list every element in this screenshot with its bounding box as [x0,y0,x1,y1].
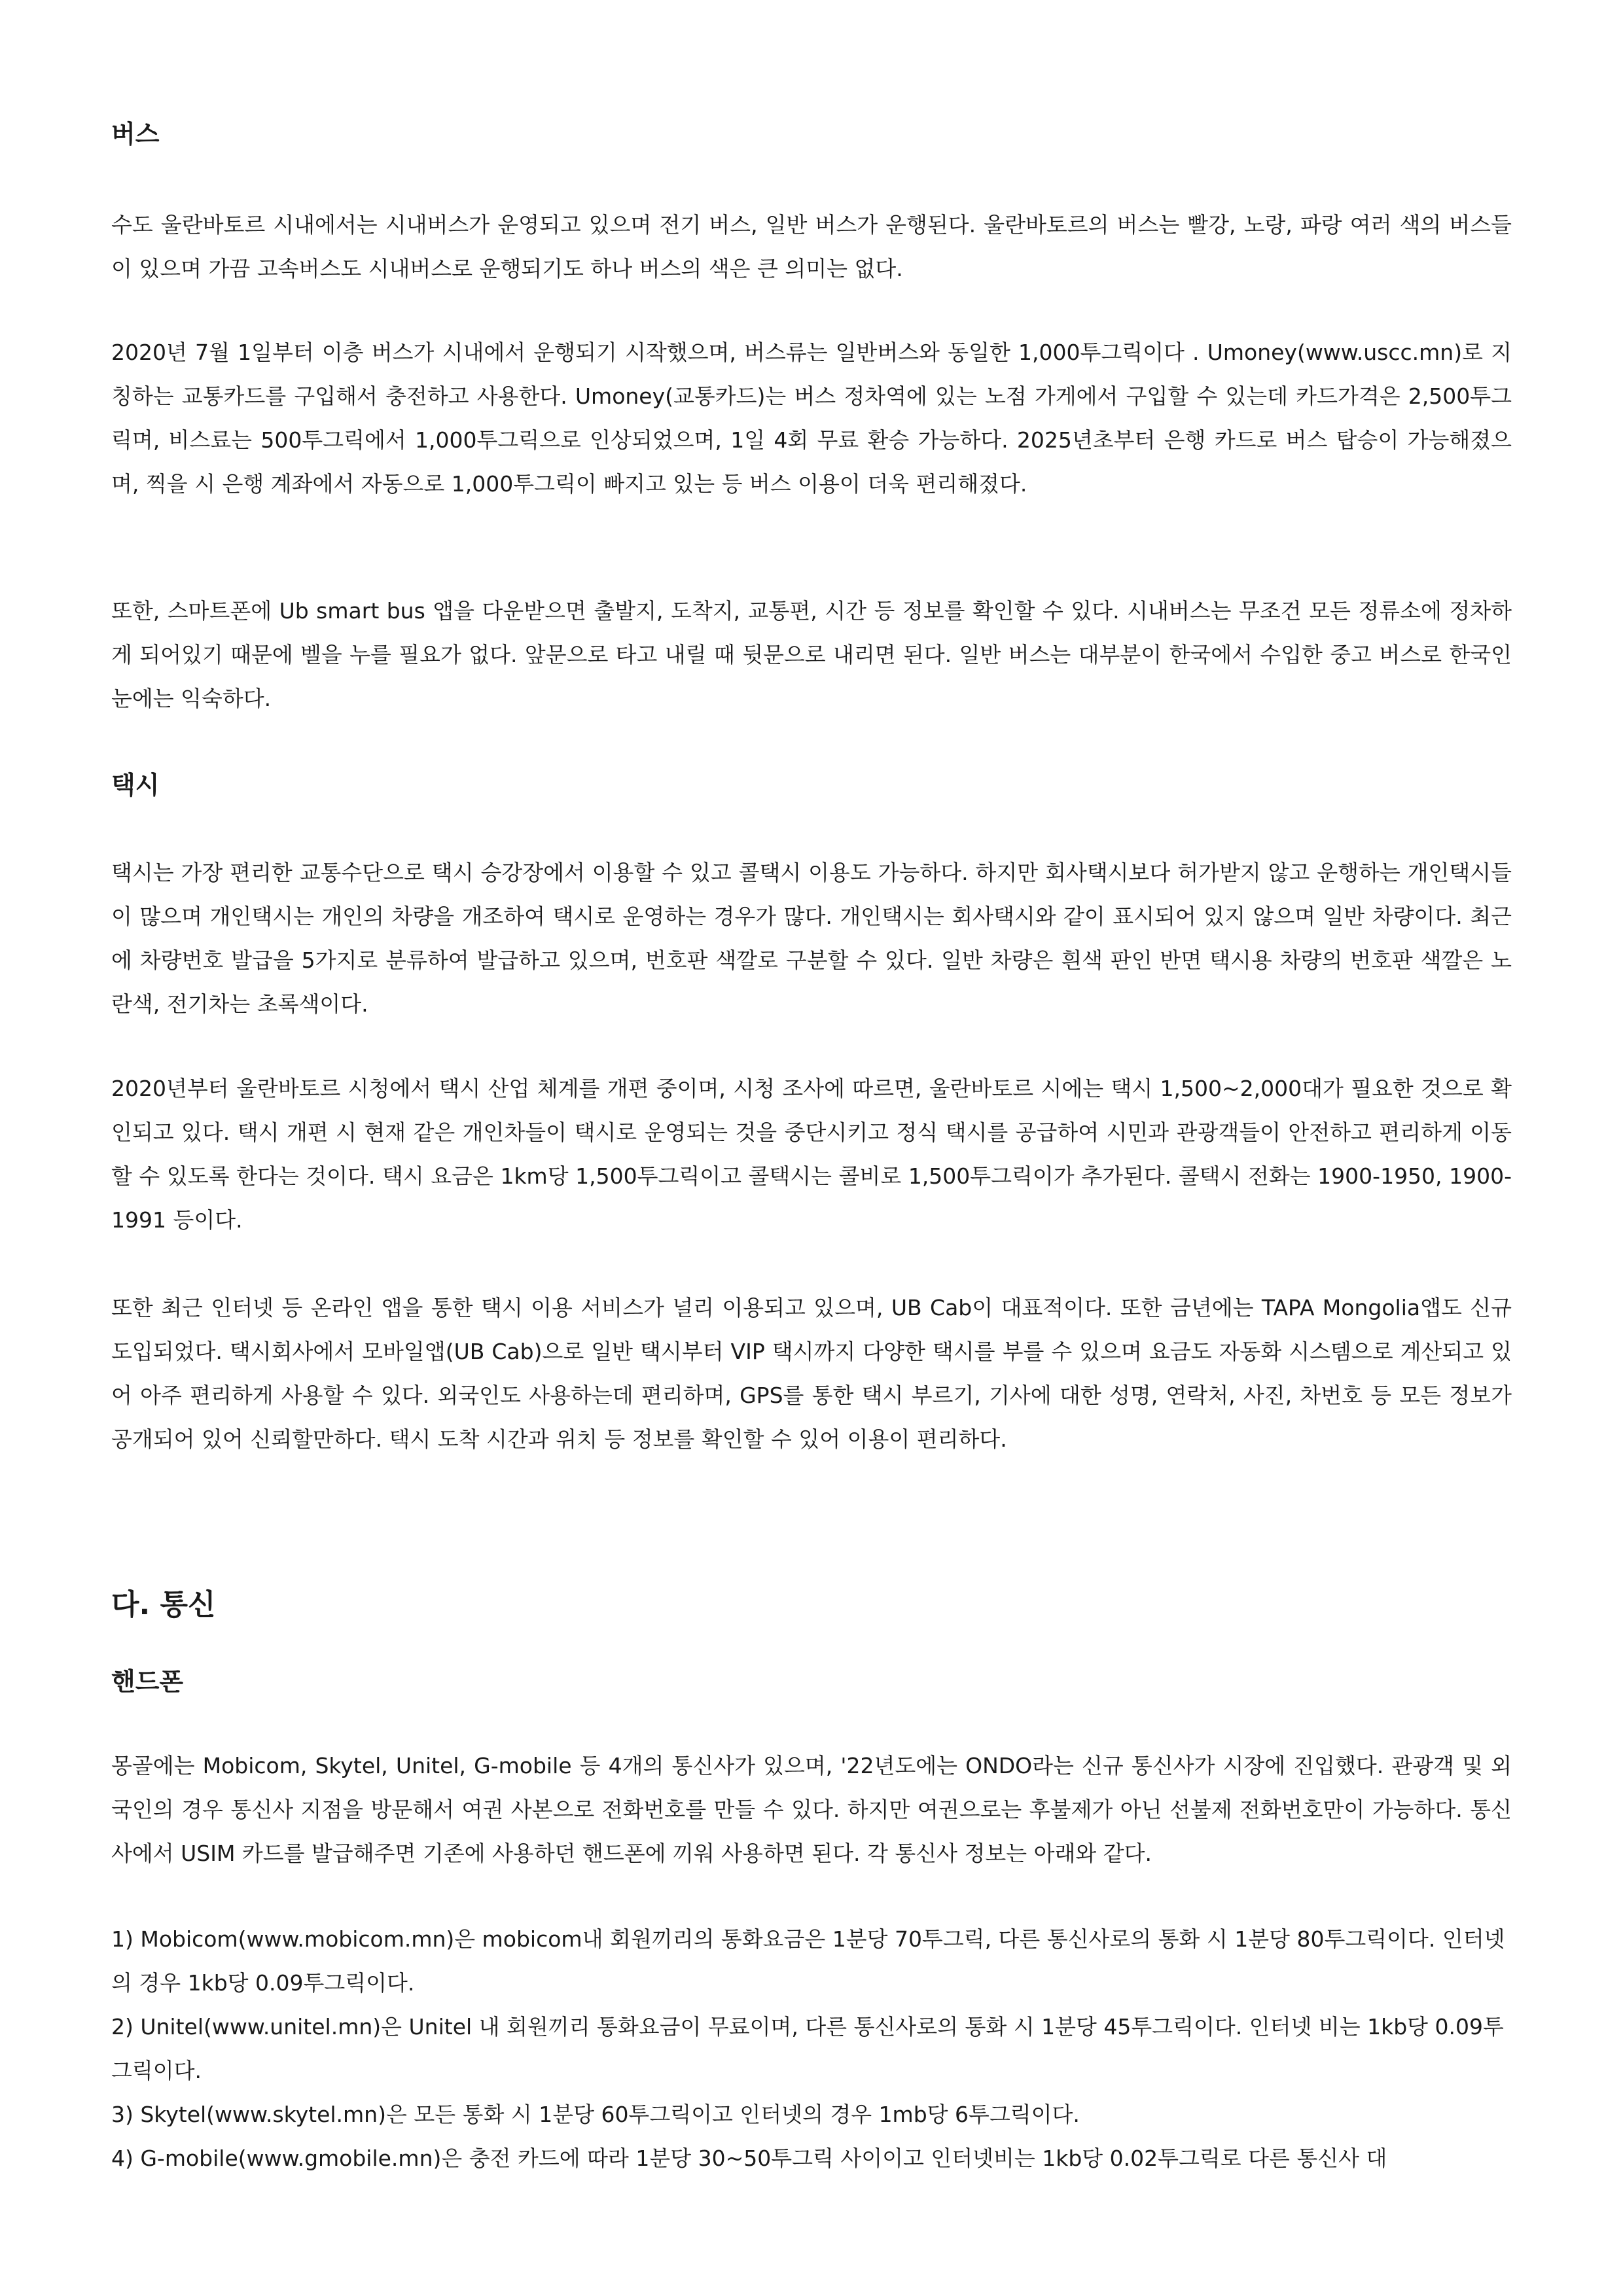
paragraph: 택시는 가장 편리한 교통수단으로 택시 승강장에서 이용할 수 있고 콜택시 이용도 가능하다. 하지만 회사택시보다 허가받지 않고 운행하는 개인택시들이 많으며 개인택시는 개인의 차량을 개조하여 택시로 운영하는 경우가 많다. 개인택시는 회사택시와 같이 표시되어 있지 않으며 일반 차량이다. 최근에 차량번호 발급을 5가지로 분류하여 발급하고 있으며, 번호판 색깔로 구분할 수 있다. 일반 차량은 흰색 판인 반면 택시용 차량의 번호판 색깔은 노란색, 전기차는 초록색이다. [111,860,1512,1017]
taxi-paragraph-3 [111,1286,1512,1461]
bus-paragraph-3 [111,589,1512,720]
list-item: 3) Skytel(www.skytel.mn)은 모든 통화 시 1분당 60투그릭이고 인터넷의 경우 1mb당 6투그릭이다. [111,2102,1080,2127]
paragraph: 또한 최근 인터넷 등 온라인 앱을 통한 택시 이용 서비스가 널리 이용되고 있으며, UB Cab이 대표적이다. 또한 금년에는 TAPA Mongolia앱도 신규 도입되었다. 택시회사에서 모바일앱(UB Cab)으로 일반 택시부터 VIP 택시까지 다양한 택시를 부를 수 있으며 요금도 자동화 시스템으로 계산되고 있어 아주 편리하게 사용할 수 있다. 외국인도 사용하는데 편리하며, GPS를 통한 택시 부르기, 기사에 대한 성명, 연락처, 사진, 차번호 등 모든 정보가 공개되어 있어 신뢰할만하다. 택시 도착 시간과 위치 등 정보를 확인할 수 있어 이용이 편리하다. [111,1295,1512,1452]
heading-telecom: 다. 통신 [111,1588,216,1621]
heading-taxi: 택시 [111,771,160,800]
bus-paragraph-2 [111,330,1512,506]
paragraph: 2020년부터 울란바토르 시청에서 택시 산업 체계를 개편 중이며, 시청 조사에 따르면, 울란바토르 시에는 택시 1,500~2,000대가 필요한 것으로 확인되고 있다. 택시 개편 시 현재 같은 개인차들이 택시로 운영되는 것을 중단시키고 정식 택시를 공급하여 시민과 관광객들이 안전하고 편리하게 이동할 수 있도록 한다는 것이다. 택시 요금은 1km당 1,500투그릭이고 콜택시는 콜비로 1,500투그릭이가 추가된다. 콜택시 전화는 1900-1950, 1900-1991 등이다. [111,1076,1512,1233]
taxi-paragraph-1 [111,851,1512,1026]
bus-paragraph-1 [111,203,1512,291]
paragraph: 몽골에는 Mobicom, Skytel, Unitel, G-mobile 등 4개의 통신사가 있으며, '22년도에는 ONDO라는 신규 통신사가 시장에 진입했다. 관광객 및 외국인의 경우 통신사 지점을 방문해서 여권 사본으로 전화번호를 만들 수 있다. 하지만 여권으로는 후불제가 아닌 선불제 전화번호만이 가능하다. 통신사에서 USIM 카드를 발급해주면 기존에 사용하던 핸드폰에 끼워 사용하면 된다. 각 통신사 정보는 아래와 같다. [111,1753,1512,1866]
list-item: 4) G-mobile(www.gmobile.mn)은 충전 카드에 따라 1분당 30~50투그릭 사이이고 인터넷비는 1kb당 0.02투그릭로 다른 통신사 대 [111,2146,1387,2171]
list-item: 2) Unitel(www.unitel.mn)은 Unitel 내 회원끼리 통화요금이 무료이며, 다른 통신사로의 통화 시 1분당 45투그릭이다. 인터넷 비는 1kb당 0.09투그릭이다. [111,2014,1504,2083]
heading-mobile-phone: 핸드폰 [111,1667,184,1696]
paragraph: 2020년 7월 1일부터 이층 버스가 시내에서 운행되기 시작했으며, 버스류는 일반버스와 동일한 1,000투그릭이다 . Umoney(www.uscc.mn)로 지칭하는 교통카드를 구입해서 충전하고 사용한다. Umoney(교통카드)는 버스 정차역에 있는 노점 가게에서 구입할 수 있는데 카드가격은 2,500투그릭며, 비스료는 500투그릭에서 1,000투그릭으로 인상되었으며, 1일 4회 무료 환승 가능하다. 2025년초부터 은행 카드로 버스 탑승이 가능해졌으며, 찍을 시 은행 계좌에서 자동으로 1,000투그릭이 빠지고 있는 등 버스 이용이 더욱 편리해졌다. [111,340,1512,497]
telecom-paragraph-1 [111,1744,1512,1875]
heading-bus: 버스 [111,120,160,149]
paragraph: 수도 울란바토르 시내에서는 시내버스가 운영되고 있으며 전기 버스, 일반 버스가 운행된다. 울란바토르의 버스는 빨강, 노랑, 파랑 여러 색의 버스들이 있으며 가끔 고속버스도 시내버스로 운행되기도 하나 버스의 색은 큰 의미는 없다. [111,212,1512,281]
telecom-provider-list [111,1917,1512,2180]
paragraph: 또한, 스마트폰에 Ub smart bus 앱을 다운받으면 출발지, 도착지, 교통편, 시간 등 정보를 확인할 수 있다. 시내버스는 무조건 모든 정류소에 정차하게 되어있기 때문에 벨을 누를 필요가 없다. 앞문으로 타고 내릴 때 뒷문으로 내리면 된다. 일반 버스는 대부분이 한국에서 수입한 중고 버스로 한국인 눈에는 익숙하다. [111,598,1512,711]
list-item: 1) Mobicom(www.mobicom.mn)은 mobicom내 회원끼리의 통화요금은 1분당 70투그릭, 다른 통신사로의 통화 시 1분당 80투그릭이다. 인터넷의 경우 1kb당 0.09투그릭이다. [111,1926,1505,1996]
taxi-paragraph-2 [111,1067,1512,1242]
